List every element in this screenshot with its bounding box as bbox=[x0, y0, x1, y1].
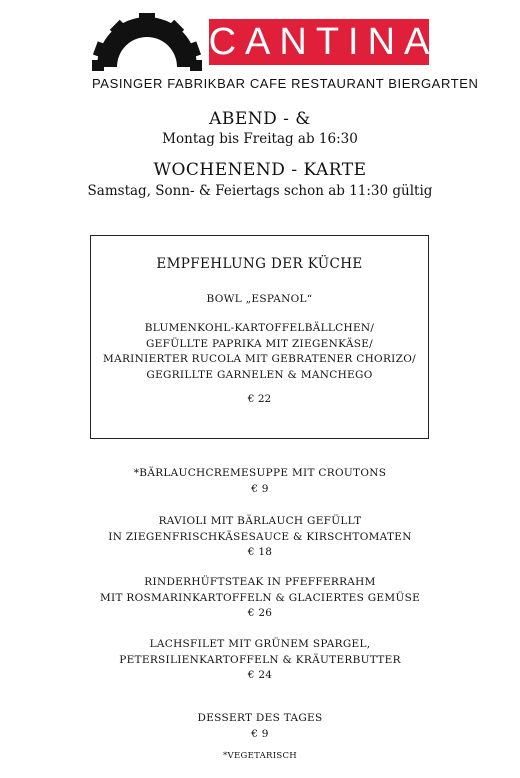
menu-item-price: € 26 bbox=[247, 607, 273, 619]
menu-item-steak bbox=[0, 575, 520, 622]
tagline bbox=[92, 76, 479, 91]
subtitle-weekend: Samstag, Sonn- & Feiertags schon ab 11:30 gültig bbox=[87, 183, 433, 199]
menu-item-price: € 9 bbox=[251, 727, 269, 740]
menu-item-price: € 18 bbox=[247, 546, 273, 558]
menu-item-line: RINDERHÜFTSTEAK IN PFEFFERRAHM bbox=[144, 576, 376, 588]
subtitle-weekdays: Montag bis Freitag ab 16:30 bbox=[162, 131, 358, 147]
menu-item-price: € 9 bbox=[251, 482, 269, 495]
menu-item-line: PETERSILIENKARTOFFELN & KRÄUTERBUTTER bbox=[119, 653, 401, 666]
title-weekend: WOCHENEND - KARTE bbox=[153, 160, 367, 180]
recommendation-line: MARINIERTER RUCOLA MIT GEBRATENER CHORIZO/ bbox=[103, 353, 416, 365]
tagline-left: PASINGER FABRIK bbox=[92, 76, 218, 91]
brand-banner bbox=[208, 19, 439, 65]
menu-item-salmon bbox=[0, 637, 520, 684]
menu-item-line: RAVIOLI MIT BÄRLAUCH GEFÜLLT bbox=[158, 515, 362, 527]
gear-logo-icon bbox=[92, 13, 202, 71]
menu-item-price: € 24 bbox=[247, 669, 273, 681]
footnote-vegetarian: *VEGETARISCH bbox=[222, 751, 298, 761]
menu-item-dessert bbox=[0, 711, 520, 742]
recommendation-line: GEFÜLLTE PAPRIKA MIT ZIEGENKÄSE/ bbox=[145, 337, 373, 350]
menu-item-line: DESSERT DES TAGES bbox=[197, 712, 323, 724]
menu-item-ravioli bbox=[0, 514, 520, 561]
menu-item-line: MIT ROSMARINKARTOFFELN & GLACIERTES GEMÜSE bbox=[99, 591, 421, 604]
recommendation-line: BLUMENKOHL-KARTOFFELBÄLLCHEN/ bbox=[144, 322, 375, 334]
recommendation-price: € 22 bbox=[247, 393, 272, 405]
title-evening: ABEND - & bbox=[209, 109, 311, 129]
logo bbox=[92, 13, 479, 93]
recommendation-dish: BOWL „ESPANOL“ bbox=[206, 293, 313, 305]
recommendation-card bbox=[90, 235, 429, 439]
recommendation-line: GEGRILLTE GARNELEN & MANCHEGO bbox=[146, 368, 373, 381]
brand-name: CANTINA bbox=[208, 20, 439, 63]
recommendation-heading: EMPFEHLUNG DER KÜCHE bbox=[156, 256, 363, 272]
menu-item-line: *BÄRLAUCHCREMESUPPE MIT CROUTONS bbox=[133, 467, 387, 479]
menu-item-line: IN ZIEGENFRISCHKÄSESAUCE & KIRSCHTOMATEN bbox=[108, 530, 412, 543]
menu-item-soup bbox=[0, 466, 520, 497]
menu-item-line: LACHSFILET MIT GRÜNEM SPARGEL, bbox=[149, 638, 371, 650]
tagline-right: BAR CAFE RESTAURANT BIERGARTEN bbox=[217, 76, 479, 91]
recommendation-description bbox=[91, 321, 428, 383]
